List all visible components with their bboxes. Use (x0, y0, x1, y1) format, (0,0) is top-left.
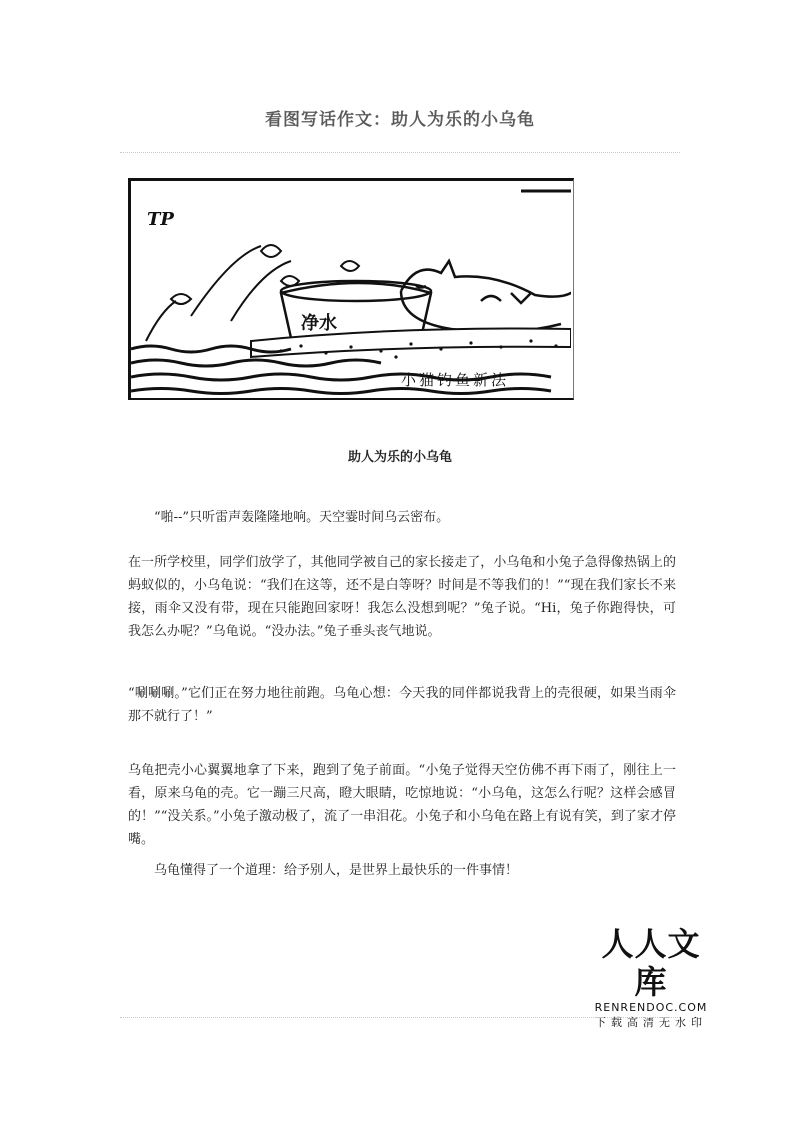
illustration (128, 178, 574, 400)
watermark-logo (588, 925, 714, 1031)
bottom-divider (120, 1017, 680, 1018)
basin-label: 净水 (301, 313, 337, 334)
top-divider (120, 152, 680, 153)
article-subtitle: 助人为乐的小乌龟 (347, 450, 452, 465)
watermark-domain: RENRENDOC.COM (594, 1001, 708, 1014)
illustration-caption: 小猫钓鱼新法 (401, 371, 510, 389)
cartoon-drawing (131, 181, 571, 398)
article-paragraph: 在一所学校里，同学们放学了，其他同学被自己的家长接走了，小乌龟和小兔子急得像热锅上的蚂蚁似的，小乌龟说：“我们在这等，还不是白等呀？时间是不等我们的！”“现在我们家长不来接，雨伞又没有带，现在只能跑回家呀！我怎么没想到呢？”兔子说。“Hi，兔子你跑得快，可我怎么办呢？”乌龟说。“没办法。”兔子垂头丧气地说。 (128, 555, 676, 639)
watermark-tagline: 下载高清无水印 (595, 1016, 707, 1029)
artist-signature: TP (147, 209, 174, 230)
article-paragraph: “啪--”只听雷声轰隆隆地响。天空霎时间乌云密布。 (154, 510, 450, 525)
article-paragraph: “唰唰唰。”它们正在努力地往前跑。乌龟心想：今天我的同伴都说我背上的壳很硬，如果当雨伞那不就行了！” (128, 686, 676, 724)
page-title: 看图写话作文：助人为乐的小乌龟 (265, 110, 535, 130)
article-paragraph: 乌龟把壳小心翼翼地拿了下来，跑到了兔子前面。“小兔子觉得天空仿佛不再下雨了，刚往上一看，原来乌龟的壳。它一蹦三尺高，瞪大眼睛，吃惊地说：“小乌龟，这怎么行呢？这样会感冒的！”“没关系。”小兔子激动极了，流了一串泪花。小兔子和小乌龟在路上有说有笑，到了家才停嘴。 (128, 763, 676, 847)
watermark-name: 人人文库 (601, 925, 701, 1001)
article-paragraph: 乌龟懂得了一个道理：给予别人，是世界上最快乐的一件事情！ (154, 863, 519, 878)
